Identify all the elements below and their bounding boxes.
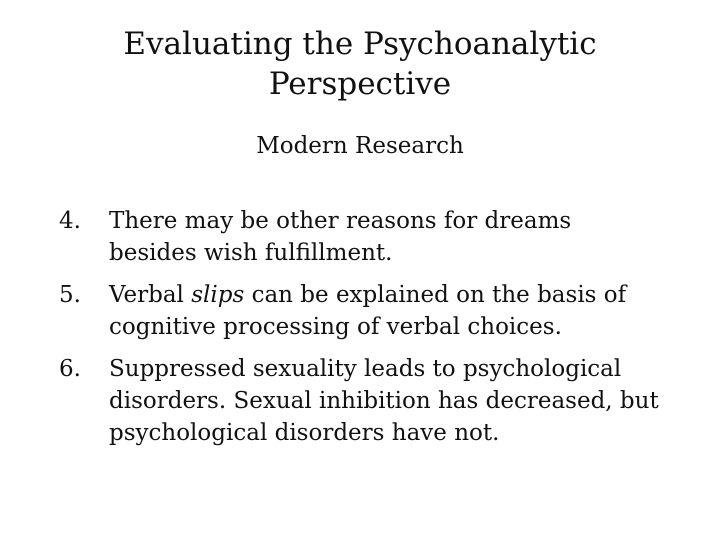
list-item-number: 5. [59,282,81,308]
numbered-list [59,205,659,459]
list-item-text-italic: slips [191,282,245,308]
list-item [59,279,659,343]
list-item-text: Suppressed sexuality leads to psychological disorders. Sexual inhibition has decreased, but psychological disorders have not. [109,356,659,446]
list-item-number: 6. [59,356,81,382]
list-item [59,353,659,449]
list-item-text: There may be other reasons for dreams besides wish fulfillment. [109,208,572,266]
list-item-text-before: Verbal [109,282,192,308]
list-item [59,205,659,269]
list-item-number: 4. [59,208,81,234]
slide-title: Evaluating the Psychoanalytic Perspective [123,26,597,102]
slide-subtitle: Modern Research [256,133,464,159]
list-item-text-after: can be explained on the basis of cognitive processing of verbal choices. [109,282,627,340]
